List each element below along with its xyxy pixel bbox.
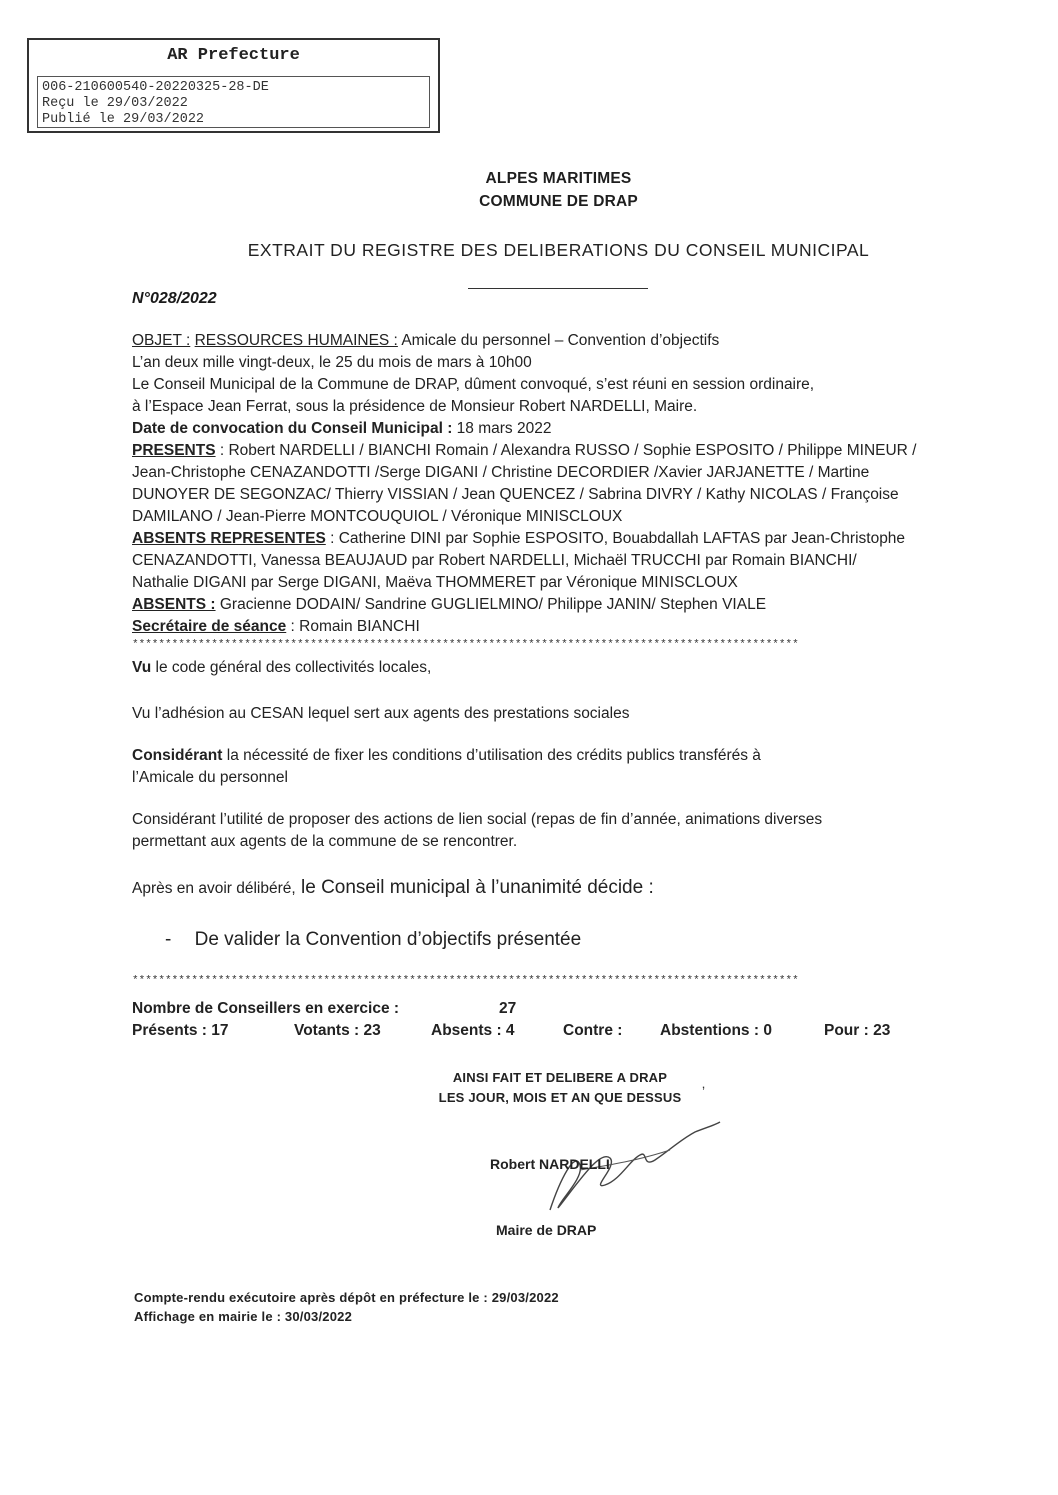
tally-contre: Contre :	[563, 1022, 623, 1039]
vu-adhesion-line: Vu l’adhésion au CESAN lequel sert aux agents des prestations sociales	[132, 705, 630, 722]
objet-text: Amicale du personnel – Convention d’objectifs	[397, 332, 720, 349]
presents-line-2: Jean-Christophe CENAZANDOTTI /Serge DIGANI / Christine DECORDIER /Xavier JARJANETTE / Martine	[132, 464, 870, 481]
considerant-1-line-1	[132, 745, 992, 767]
convocation-date: 18 mars 2022	[452, 420, 552, 437]
decision-item	[165, 928, 581, 952]
decision-intro-big: le Conseil municipal à l’unanimité décide :	[295, 877, 654, 898]
closing-mark: ʼ	[702, 1084, 706, 1100]
document-title: EXTRAIT DU REGISTRE DES DELIBERATIONS DU CONSEIL MUNICIPAL	[247, 240, 870, 260]
separator-bottom: *****************************************************************************************************	[132, 975, 799, 987]
tally-abstentions: Abstentions : 0	[660, 1022, 772, 1039]
vu-code-text: le code général des collectivités locales,	[151, 659, 432, 676]
intro-line-1: L’an deux mille vingt-deux, le 25 du mois de mars à 10h00	[132, 354, 532, 371]
deliberation-number: N°028/2022	[132, 290, 217, 307]
signer-name: Robert NARDELLI	[490, 1156, 610, 1172]
footer-affichage: Affichage en mairie le : 30/03/2022	[134, 1309, 352, 1324]
objet-line	[132, 330, 992, 352]
decision-text: De valider la Convention d’objectifs présentée	[194, 929, 582, 950]
convocation-label: Date de convocation du Conseil Municipal :	[132, 420, 453, 437]
tally-votants: Votants : 23	[294, 1022, 381, 1039]
prefecture-stamp	[27, 38, 440, 133]
considerant-2-line-1: Considérant l’utilité de proposer des actions de lien social (repas de fin d’année, animations diverses	[132, 811, 823, 828]
tally-absents: Absents : 4	[431, 1022, 515, 1039]
considerant-1-line-2: l’Amicale du personnel	[132, 769, 288, 786]
absents-representes-names-1: : Catherine DINI par Sophie ESPOSITO, Bouabdallah LAFTAS par Jean-Christophe	[325, 530, 906, 547]
title-divider	[468, 288, 648, 289]
closing-line-2: LES JOUR, MOIS ET AN QUE DESSUS	[438, 1090, 682, 1105]
objet-section: RESSOURCES HUMAINES :	[194, 332, 398, 349]
commune-heading: COMMUNE DE DRAP	[479, 193, 638, 210]
decision-bullet: -	[165, 929, 172, 950]
tally-pour: Pour : 23	[824, 1022, 891, 1039]
absents-label: ABSENTS :	[132, 596, 216, 613]
footer-executoire: Compte-rendu exécutoire après dépôt en préfecture le : 29/03/2022	[134, 1290, 559, 1305]
tally-presents: Présents : 17	[132, 1022, 229, 1039]
considerant-bold: Considérant	[132, 747, 223, 764]
department-heading: ALPES MARITIMES	[485, 170, 632, 187]
stamp-details	[37, 76, 430, 128]
intro-line-2: Le Conseil Municipal de la Commune de DRAP, dûment convoqué, s’est réuni en session ordinaire,	[132, 376, 815, 393]
stamp-published-date: Publié le 29/03/2022	[42, 112, 205, 127]
secretaire-label: Secrétaire de séance	[132, 618, 287, 635]
stamp-title: AR Prefecture	[167, 46, 300, 65]
convocation-line	[132, 418, 992, 440]
absents-representes-line-2: CENAZANDOTTI, Vanessa BEAUJAUD par Robert NARDELLI, Michaël TRUCCHI par Romain BIANCHI/	[132, 552, 857, 569]
presents-line-1	[132, 440, 992, 462]
presents-names-1: : Robert NARDELLI / BIANCHI Romain / Alexandra RUSSO / Sophie ESPOSITO / Philippe MINEUR /	[215, 442, 917, 459]
secretaire-name: : Romain BIANCHI	[286, 618, 420, 635]
conseillers-value: 27	[499, 1000, 517, 1017]
conseillers-label: Nombre de Conseillers en exercice :	[132, 1000, 400, 1017]
signer-role: Maire de DRAP	[496, 1222, 597, 1238]
decision-intro	[132, 876, 654, 900]
absents-line	[132, 594, 992, 616]
absents-representes-label: ABSENTS REPRESENTES	[132, 530, 326, 547]
vu-bold: Vu	[132, 659, 152, 676]
stamp-reference: 006-210600540-20220325-28-DE	[42, 80, 269, 95]
vu-code-line	[132, 657, 431, 679]
separator-top: *****************************************************************************************************	[132, 639, 799, 651]
decision-intro-small: Après en avoir délibéré,	[132, 880, 296, 897]
considerant-2	[132, 809, 1012, 853]
secretaire-line	[132, 616, 992, 638]
absents-names: Gracienne DODAIN/ Sandrine GUGLIELMINO/ Philippe JANIN/ Stephen VIALE	[215, 596, 767, 613]
presents-line-4: DAMILANO / Jean-Pierre MONTCOUQUIOL / Véronique MINISCLOUX	[132, 508, 623, 525]
considerant-1	[132, 745, 992, 789]
presents-line-3: DUNOYER DE SEGONZAC/ Thierry VISSIAN / Jean QUENCEZ / Sabrina DIVRY / Kathy NICOLAS / Françoise	[132, 486, 899, 503]
stamp-received-date: Reçu le 29/03/2022	[42, 96, 188, 111]
absents-representes-line-3: Nathalie DIGANI par Serge DIGANI, Maëva THOMMERET par Véronique MINISCLOUX	[132, 574, 738, 591]
presents-label: PRESENTS	[132, 442, 216, 459]
closing-line-1: AINSI FAIT ET DELIBERE A DRAP	[452, 1070, 668, 1085]
considerant-2-line-2: permettant aux agents de la commune de se rencontrer.	[132, 833, 518, 850]
deliberation-body	[132, 330, 992, 638]
intro-line-3: à l’Espace Jean Ferrat, sous la présidence de Monsieur Robert NARDELLI, Maire.	[132, 398, 698, 415]
objet-label: OBJET :	[132, 332, 191, 349]
absents-representes-line-1	[132, 528, 992, 550]
considerant-1-text-1: la nécessité de fixer les conditions d’utilisation des crédits publics transférés à	[222, 747, 761, 764]
